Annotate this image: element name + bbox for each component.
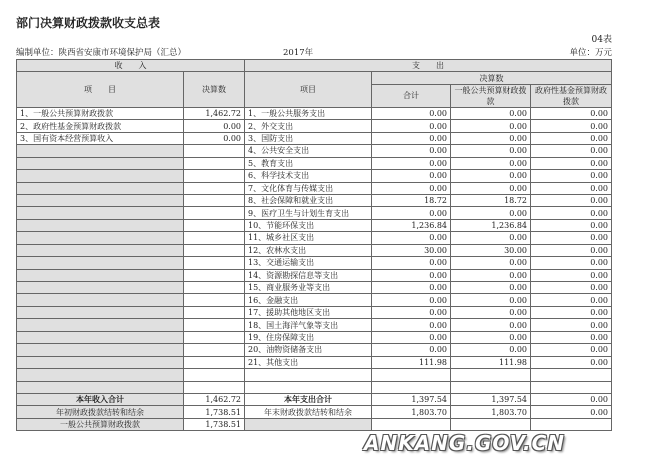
general-budget-cell bbox=[451, 369, 531, 381]
expense-amount-group-header: 决算数 bbox=[372, 72, 612, 84]
income-item-cell bbox=[17, 369, 184, 381]
income-item-cell bbox=[17, 257, 184, 269]
gov-fund-cell bbox=[531, 369, 612, 381]
gov-fund-cell: 0.00 bbox=[531, 145, 612, 157]
income-amount-cell bbox=[184, 369, 245, 381]
total-cell bbox=[372, 381, 451, 393]
gov-fund-cell: 0.00 bbox=[531, 157, 612, 169]
expense-item-cell: 2、外交支出 bbox=[245, 120, 372, 132]
income-item-cell bbox=[17, 381, 184, 393]
expense-item-cell: 14、资源勘探信息等支出 bbox=[245, 269, 372, 281]
general-budget-cell: 0.00 bbox=[451, 319, 531, 331]
total-cell: 1,236.84 bbox=[372, 219, 451, 231]
table-row bbox=[17, 219, 612, 231]
table-body bbox=[17, 107, 612, 430]
general-budget-cell: 0.00 bbox=[451, 294, 531, 306]
gov-fund-cell bbox=[531, 418, 612, 430]
gov-fund-cell: 0.00 bbox=[531, 331, 612, 343]
total-cell: 0.00 bbox=[372, 319, 451, 331]
income-item-cell: 本年收入合计 bbox=[17, 393, 184, 405]
gov-fund-cell bbox=[531, 381, 612, 393]
income-amount-cell bbox=[184, 282, 245, 294]
income-amount-cell: 1,462.72 bbox=[184, 393, 245, 405]
table-row bbox=[17, 207, 612, 219]
total-cell: 1,803.70 bbox=[372, 406, 451, 418]
general-budget-cell: 0.00 bbox=[451, 257, 531, 269]
gov-fund-cell: 0.00 bbox=[531, 194, 612, 206]
total-cell: 0.00 bbox=[372, 132, 451, 144]
income-amount-cell bbox=[184, 194, 245, 206]
expense-item-cell bbox=[245, 418, 372, 430]
total-cell: 0.00 bbox=[372, 306, 451, 318]
total-cell bbox=[372, 369, 451, 381]
gov-fund-cell: 0.00 bbox=[531, 294, 612, 306]
gov-fund-cell: 0.00 bbox=[531, 120, 612, 132]
total-cell: 30.00 bbox=[372, 244, 451, 256]
income-amount-cell bbox=[184, 232, 245, 244]
gov-fund-cell: 0.00 bbox=[531, 344, 612, 356]
income-header: 收 入 bbox=[17, 60, 245, 72]
general-budget-cell bbox=[451, 381, 531, 393]
income-amount-header: 决算数 bbox=[184, 72, 245, 107]
income-item-cell: 年初财政拨款结转和结余 bbox=[17, 406, 184, 418]
total-cell: 0.00 bbox=[372, 182, 451, 194]
gov-fund-cell: 0.00 bbox=[531, 406, 612, 418]
income-item-header: 项 目 bbox=[17, 72, 184, 107]
table-row bbox=[17, 319, 612, 331]
expense-item-cell: 17、援助其他地区支出 bbox=[245, 306, 372, 318]
total-header: 合计 bbox=[372, 84, 451, 107]
expense-item-cell: 6、科学技术支出 bbox=[245, 170, 372, 182]
table-row bbox=[17, 194, 612, 206]
income-amount-cell: 0.00 bbox=[184, 132, 245, 144]
income-item-cell bbox=[17, 182, 184, 194]
income-amount-cell: 1,738.51 bbox=[184, 418, 245, 430]
total-cell: 0.00 bbox=[372, 257, 451, 269]
income-item-cell bbox=[17, 194, 184, 206]
summary-row bbox=[17, 418, 612, 430]
table-row bbox=[17, 107, 612, 119]
gov-fund-cell: 0.00 bbox=[531, 393, 612, 405]
income-amount-cell bbox=[184, 157, 245, 169]
expense-item-cell bbox=[245, 369, 372, 381]
gov-fund-header: 政府性基金预算财政拨款 bbox=[531, 84, 612, 107]
income-item-cell bbox=[17, 331, 184, 343]
general-budget-cell: 0.00 bbox=[451, 157, 531, 169]
gov-fund-cell: 0.00 bbox=[531, 356, 612, 368]
general-budget-cell: 1,397.54 bbox=[451, 393, 531, 405]
expense-item-cell bbox=[245, 381, 372, 393]
expense-item-cell: 16、金融支出 bbox=[245, 294, 372, 306]
income-item-cell bbox=[17, 157, 184, 169]
income-item-cell: 3、国有资本经营预算收入 bbox=[17, 132, 184, 144]
expense-item-cell: 18、国土海洋气象等支出 bbox=[245, 319, 372, 331]
income-amount-cell bbox=[184, 257, 245, 269]
income-amount-cell bbox=[184, 294, 245, 306]
general-budget-cell: 1,236.84 bbox=[451, 219, 531, 231]
expense-header: 支 出 bbox=[245, 60, 612, 72]
gov-fund-cell: 0.00 bbox=[531, 269, 612, 281]
table-row bbox=[17, 257, 612, 269]
general-budget-cell: 0.00 bbox=[451, 120, 531, 132]
income-item-cell: 2、政府性基金预算财政拨款 bbox=[17, 120, 184, 132]
expense-item-cell: 本年支出合计 bbox=[245, 393, 372, 405]
gov-fund-cell: 0.00 bbox=[531, 319, 612, 331]
expense-item-cell: 7、文化体育与传媒支出 bbox=[245, 182, 372, 194]
income-item-cell bbox=[17, 319, 184, 331]
general-budget-cell: 0.00 bbox=[451, 344, 531, 356]
income-amount-cell bbox=[184, 319, 245, 331]
income-item-cell bbox=[17, 145, 184, 157]
expense-item-cell: 5、教育支出 bbox=[245, 157, 372, 169]
general-budget-cell: 0.00 bbox=[451, 182, 531, 194]
gov-fund-cell: 0.00 bbox=[531, 244, 612, 256]
gov-fund-cell: 0.00 bbox=[531, 219, 612, 231]
income-item-cell bbox=[17, 244, 184, 256]
table-row bbox=[17, 356, 612, 368]
expense-item-cell: 9、医疗卫生与计划生育支出 bbox=[245, 207, 372, 219]
income-amount-cell bbox=[184, 356, 245, 368]
income-item-cell bbox=[17, 356, 184, 368]
table-row bbox=[17, 282, 612, 294]
income-amount-cell: 0.00 bbox=[184, 120, 245, 132]
total-cell: 0.00 bbox=[372, 344, 451, 356]
compiling-unit: 编制单位：陕西省安康市环境保护局（汇总） bbox=[16, 48, 187, 58]
expense-item-header: 项目 bbox=[245, 72, 372, 107]
total-cell: 0.00 bbox=[372, 207, 451, 219]
table-row bbox=[17, 157, 612, 169]
table-row bbox=[17, 269, 612, 281]
general-budget-cell bbox=[451, 418, 531, 430]
income-amount-cell bbox=[184, 145, 245, 157]
site-watermark: ANKANG.GOV.CN bbox=[364, 431, 566, 455]
form-number: 04表 bbox=[591, 35, 612, 45]
summary-row bbox=[17, 406, 612, 418]
expense-item-cell: 8、社会保障和就业支出 bbox=[245, 194, 372, 206]
gov-fund-cell: 0.00 bbox=[531, 132, 612, 144]
table-row bbox=[17, 306, 612, 318]
income-amount-cell bbox=[184, 381, 245, 393]
total-cell: 0.00 bbox=[372, 170, 451, 182]
total-cell: 0.00 bbox=[372, 282, 451, 294]
expense-item-cell: 19、住房保障支出 bbox=[245, 331, 372, 343]
gov-fund-cell: 0.00 bbox=[531, 107, 612, 119]
general-budget-cell: 1,803.70 bbox=[451, 406, 531, 418]
expense-item-cell: 20、油物资储备支出 bbox=[245, 344, 372, 356]
income-amount-cell bbox=[184, 219, 245, 231]
general-budget-cell: 0.00 bbox=[451, 331, 531, 343]
table-row bbox=[17, 170, 612, 182]
general-budget-cell: 0.00 bbox=[451, 282, 531, 294]
income-item-cell bbox=[17, 232, 184, 244]
report-year: 2017年 bbox=[283, 48, 314, 58]
general-budget-cell: 0.00 bbox=[451, 232, 531, 244]
total-cell: 0.00 bbox=[372, 107, 451, 119]
income-amount-cell bbox=[184, 269, 245, 281]
gov-fund-cell: 0.00 bbox=[531, 257, 612, 269]
general-budget-header: 一般公共预算财政拨款 bbox=[451, 84, 531, 107]
income-amount-cell bbox=[184, 331, 245, 343]
general-budget-cell: 0.00 bbox=[451, 132, 531, 144]
table-row bbox=[17, 369, 612, 381]
income-item-cell bbox=[17, 344, 184, 356]
table-row bbox=[17, 294, 612, 306]
table-row bbox=[17, 145, 612, 157]
gov-fund-cell: 0.00 bbox=[531, 170, 612, 182]
income-item-cell bbox=[17, 282, 184, 294]
table-row bbox=[17, 132, 612, 144]
table-row bbox=[17, 232, 612, 244]
income-item-cell bbox=[17, 294, 184, 306]
income-amount-cell: 1,738.51 bbox=[184, 406, 245, 418]
general-budget-cell: 18.72 bbox=[451, 194, 531, 206]
income-item-cell bbox=[17, 219, 184, 231]
total-cell: 0.00 bbox=[372, 157, 451, 169]
table-row bbox=[17, 244, 612, 256]
expense-item-cell: 4、公共安全支出 bbox=[245, 145, 372, 157]
summary-row bbox=[17, 393, 612, 405]
expense-item-cell: 1、一般公共服务支出 bbox=[245, 107, 372, 119]
expense-item-cell: 年末财政拨款结转和结余 bbox=[245, 406, 372, 418]
income-amount-cell bbox=[184, 170, 245, 182]
income-item-cell bbox=[17, 269, 184, 281]
income-item-cell: 1、一般公共预算财政拨款 bbox=[17, 107, 184, 119]
income-amount-cell bbox=[184, 182, 245, 194]
gov-fund-cell: 0.00 bbox=[531, 182, 612, 194]
total-cell: 0.00 bbox=[372, 294, 451, 306]
report-title: 部门决算财政拨款收支总表 bbox=[16, 16, 161, 30]
income-amount-cell bbox=[184, 244, 245, 256]
income-item-cell bbox=[17, 306, 184, 318]
expense-item-cell: 3、国防支出 bbox=[245, 132, 372, 144]
total-cell: 0.00 bbox=[372, 145, 451, 157]
total-cell: 111.98 bbox=[372, 356, 451, 368]
general-budget-cell: 0.00 bbox=[451, 269, 531, 281]
total-cell: 0.00 bbox=[372, 269, 451, 281]
total-cell: 0.00 bbox=[372, 331, 451, 343]
currency-unit: 单位：万元 bbox=[569, 48, 612, 58]
expense-item-cell: 21、其他支出 bbox=[245, 356, 372, 368]
table-row bbox=[17, 120, 612, 132]
general-budget-cell: 0.00 bbox=[451, 170, 531, 182]
total-cell: 1,397.54 bbox=[372, 393, 451, 405]
gov-fund-cell: 0.00 bbox=[531, 282, 612, 294]
income-amount-cell bbox=[184, 344, 245, 356]
general-budget-cell: 111.98 bbox=[451, 356, 531, 368]
total-cell: 18.72 bbox=[372, 194, 451, 206]
income-item-cell: 一般公共预算财政拨款 bbox=[17, 418, 184, 430]
income-amount-cell bbox=[184, 207, 245, 219]
table-row bbox=[17, 182, 612, 194]
general-budget-cell: 0.00 bbox=[451, 145, 531, 157]
expense-item-cell: 13、交通运输支出 bbox=[245, 257, 372, 269]
expense-item-cell: 10、节能环保支出 bbox=[245, 219, 372, 231]
expense-item-cell: 11、城乡社区支出 bbox=[245, 232, 372, 244]
expense-item-cell: 12、农林水支出 bbox=[245, 244, 372, 256]
gov-fund-cell: 0.00 bbox=[531, 306, 612, 318]
general-budget-cell: 30.00 bbox=[451, 244, 531, 256]
income-amount-cell: 1,462.72 bbox=[184, 107, 245, 119]
summary-table bbox=[16, 59, 612, 431]
gov-fund-cell: 0.00 bbox=[531, 232, 612, 244]
income-amount-cell bbox=[184, 306, 245, 318]
table-row bbox=[17, 331, 612, 343]
gov-fund-cell: 0.00 bbox=[531, 207, 612, 219]
total-cell bbox=[372, 418, 451, 430]
general-budget-cell: 0.00 bbox=[451, 306, 531, 318]
table-row bbox=[17, 344, 612, 356]
general-budget-cell: 0.00 bbox=[451, 107, 531, 119]
income-item-cell bbox=[17, 170, 184, 182]
table-row bbox=[17, 381, 612, 393]
income-item-cell bbox=[17, 207, 184, 219]
general-budget-cell: 0.00 bbox=[451, 207, 531, 219]
total-cell: 0.00 bbox=[372, 232, 451, 244]
expense-item-cell: 15、商业服务业等支出 bbox=[245, 282, 372, 294]
total-cell: 0.00 bbox=[372, 120, 451, 132]
